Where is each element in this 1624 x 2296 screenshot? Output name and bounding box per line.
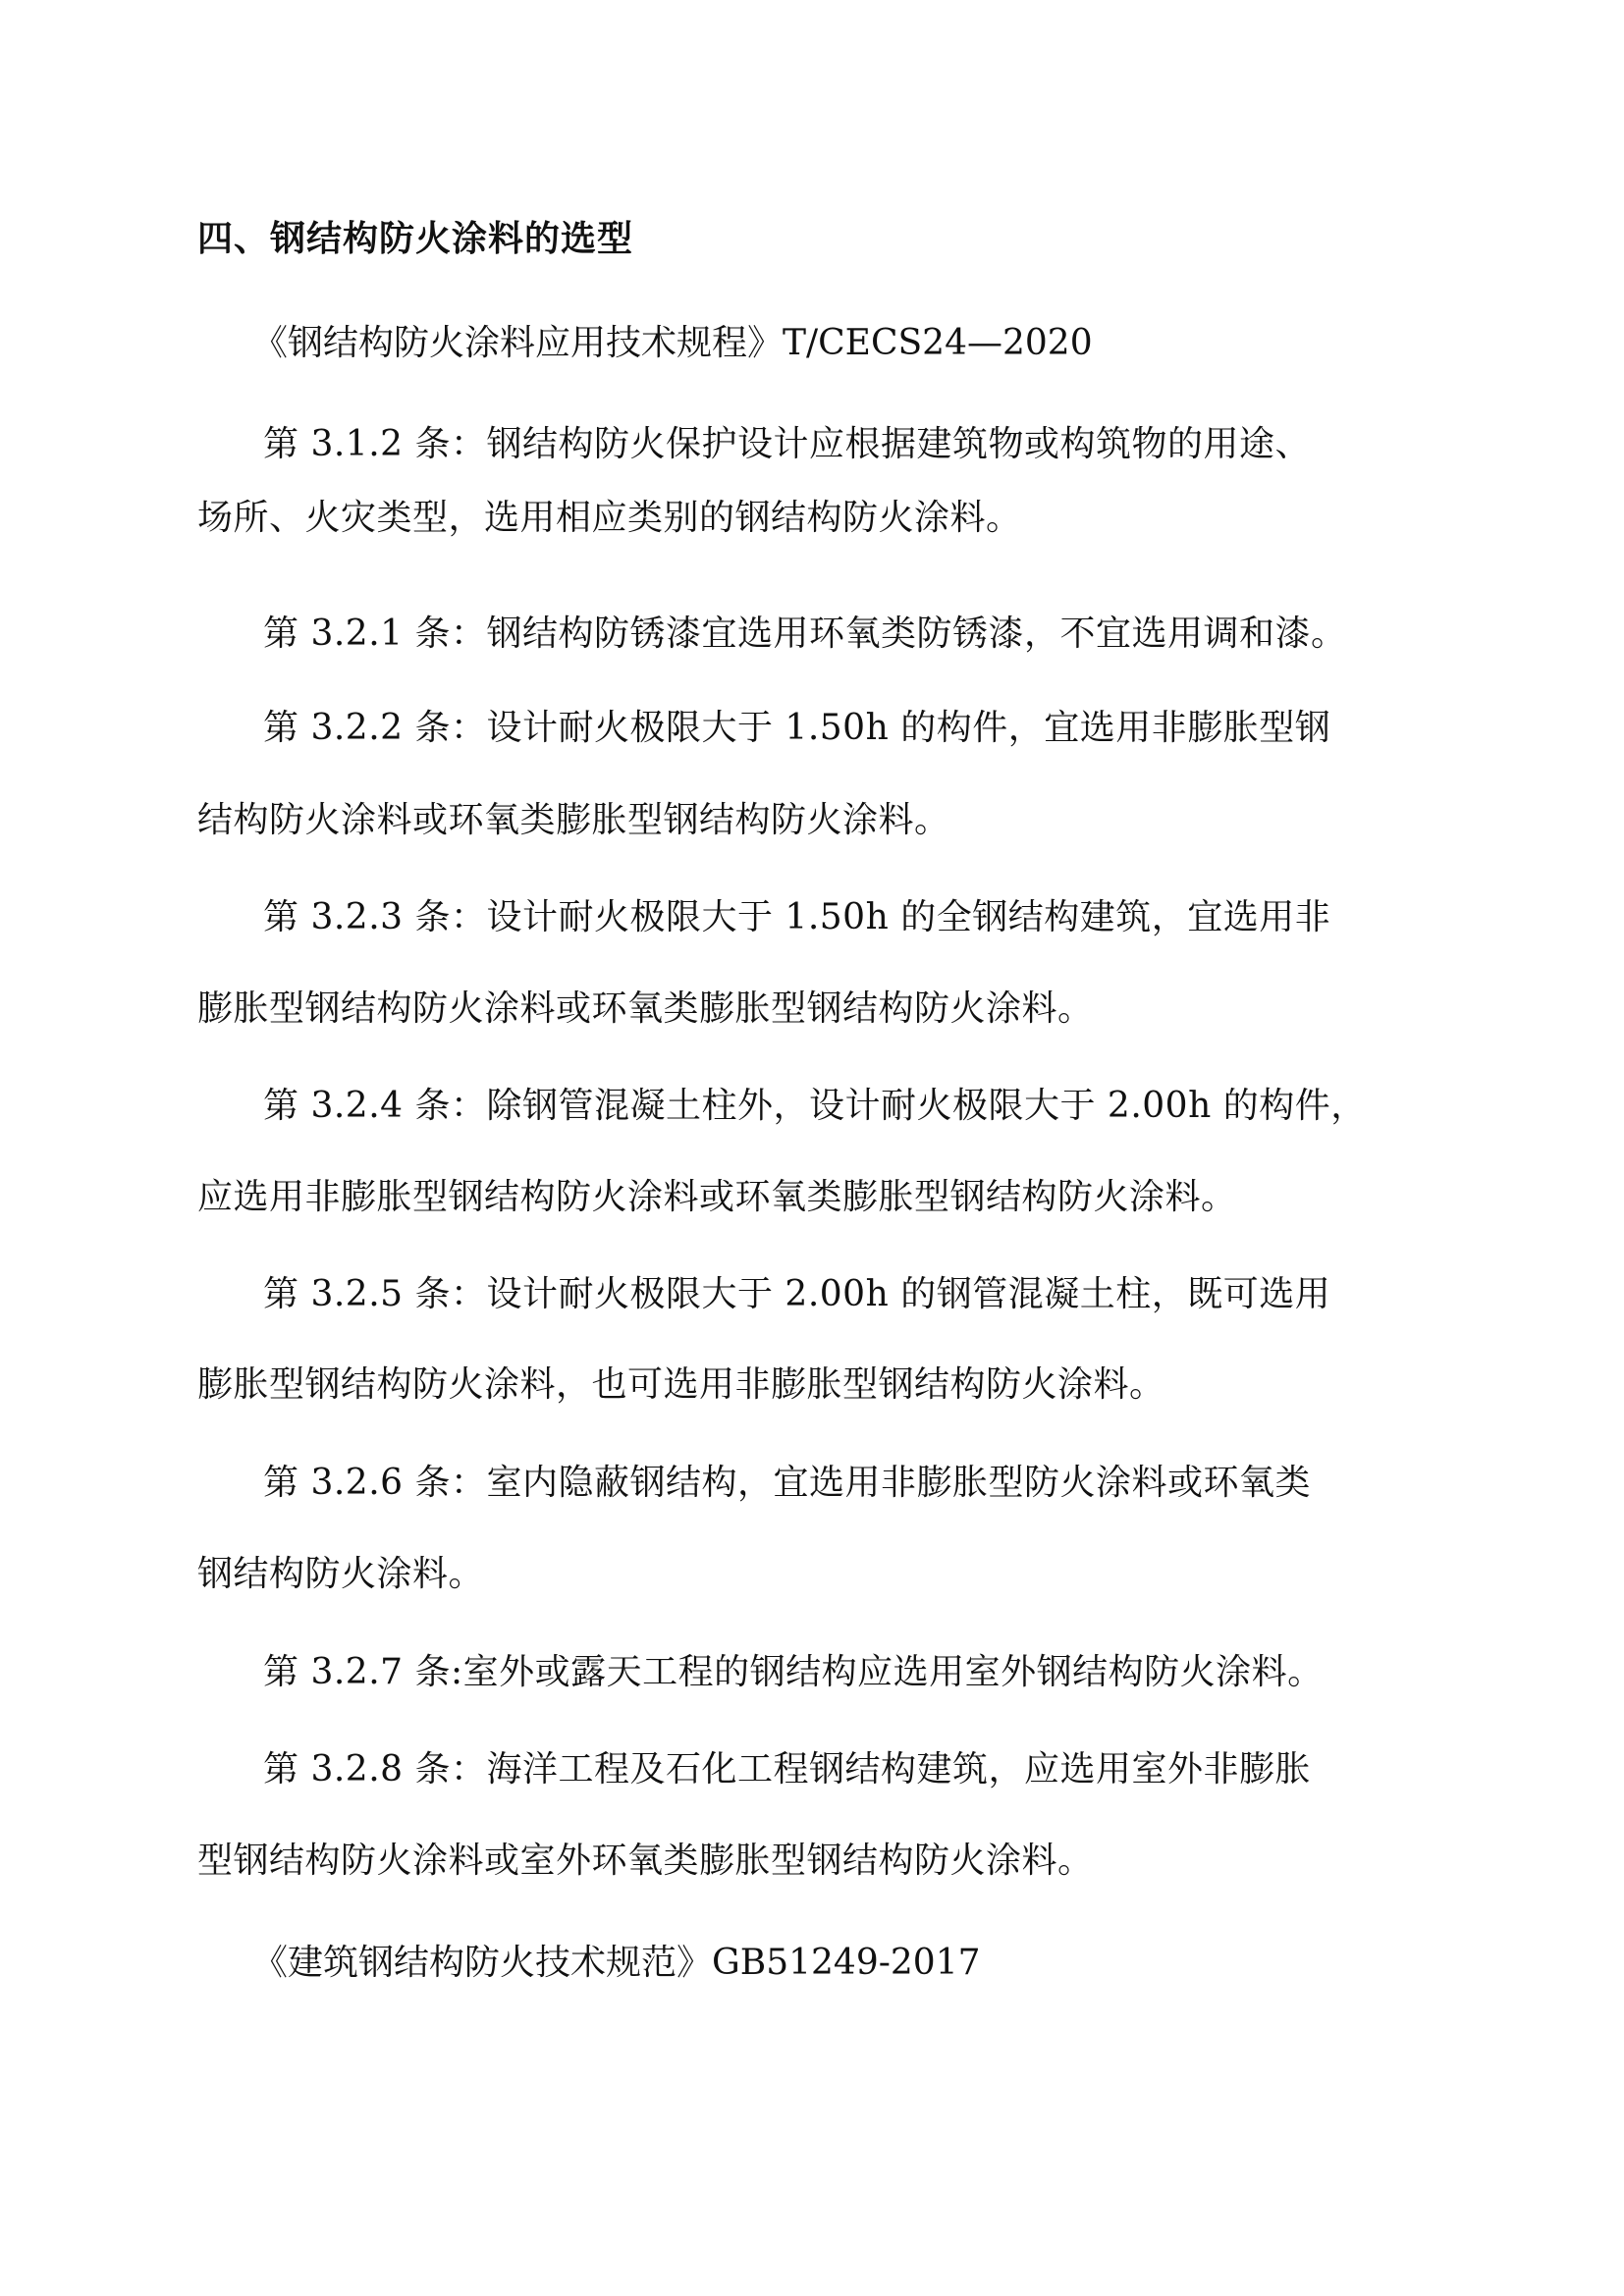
clause-3-2-7-line-1: 第 3.2.7 条:室外或露天工程的钢结构应选用室外钢结构防火涂料。 xyxy=(263,1652,1324,1692)
clause-3-2-5-line-2: 膨胀型钢结构防火涂料，也可选用非膨胀型钢结构防火涂料。 xyxy=(197,1364,1165,1405)
clause-3-2-8-line-1: 第 3.2.8 条：海洋工程及石化工程钢结构建筑，应选用室外非膨胀 xyxy=(263,1749,1311,1789)
clause-3-2-8-line-2: 型钢结构防火涂料或室外环氧类膨胀型钢结构防火涂料。 xyxy=(197,1841,1094,1881)
clause-3-2-2-line-1: 第 3.2.2 条：设计耐火极限大于 1.50h 的构件，宜选用非膨胀型钢 xyxy=(263,708,1331,748)
reference-title-1: 《钢结构防火涂料应用技术规程》T/CECS24—2020 xyxy=(252,323,1093,363)
clause-3-2-6-line-2: 钢结构防火涂料。 xyxy=(197,1554,485,1594)
reference-title-2: 《建筑钢结构防火技术规范》GB51249-2017 xyxy=(252,1943,981,1983)
clause-3-2-4-line-2: 应选用非膨胀型钢结构防火涂料或环氧类膨胀型钢结构防火涂料。 xyxy=(197,1177,1237,1217)
clause-3-2-1-line-1: 第 3.2.1 条：钢结构防锈漆宜选用环氧类防锈漆，不宜选用调和漆。 xyxy=(263,614,1347,654)
clause-3-1-2-line-2: 场所、火灾类型，选用相应类别的钢结构防火涂料。 xyxy=(197,498,1022,538)
clause-3-2-3-line-2: 膨胀型钢结构防火涂料或环氧类膨胀型钢结构防火涂料。 xyxy=(197,988,1094,1029)
clause-3-2-5-line-1: 第 3.2.5 条：设计耐火极限大于 2.00h 的钢管混凝土柱，既可选用 xyxy=(263,1274,1331,1314)
clause-3-2-6-line-1: 第 3.2.6 条：室内隐蔽钢结构，宜选用非膨胀型防火涂料或环氧类 xyxy=(263,1463,1311,1503)
clause-3-2-3-line-1: 第 3.2.3 条：设计耐火极限大于 1.50h 的全钢结构建筑，宜选用非 xyxy=(263,897,1331,937)
clause-3-2-4-line-1: 第 3.2.4 条：除钢管混凝土柱外，设计耐火极限大于 2.00h 的构件， xyxy=(263,1086,1367,1126)
clause-3-2-2-line-2: 结构防火涂料或环氧类膨胀型钢结构防火涂料。 xyxy=(197,800,950,840)
section-heading: 四、钢结构防火涂料的选型 xyxy=(197,219,634,259)
clause-3-1-2-line-1: 第 3.1.2 条：钢结构防火保护设计应根据建筑物或构筑物的用途、 xyxy=(263,424,1311,464)
